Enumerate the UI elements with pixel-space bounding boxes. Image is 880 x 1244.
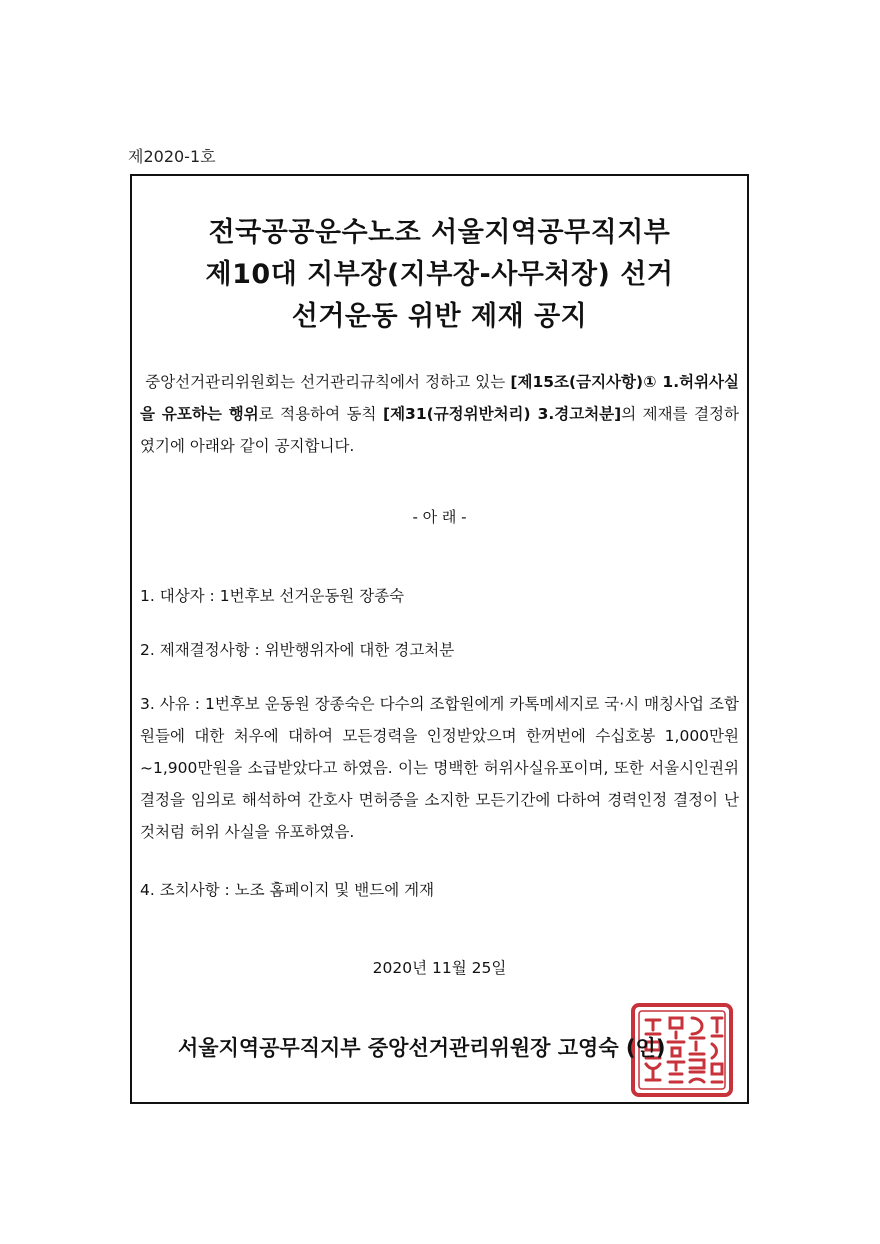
notice-date: 2020년 11월 25일 [372,959,507,977]
document-number: 제2020-1호 [128,147,216,166]
title-line-2: 제10대 지부장(지부장-사무처장) 선거 [205,259,674,290]
notice-title [132,212,747,338]
item-action: 4. 조치사항 : 노조 홈페이지 및 밴드에 게재 [140,881,435,899]
intro-part-2: 로 적용하여 동칙 [258,405,383,423]
title-line-1: 전국공공운수노조 서울지역공무직지부 [208,217,671,248]
title-line-3: 선거운동 위반 제재 공지 [291,301,588,332]
intro-paragraph [140,366,739,462]
below-label: - 아 래 - [412,508,467,526]
intro-bold-1: [제15조(금지사항)① 1.허위사실을 유포하는 행위 [140,373,739,423]
item-target: 1. 대상자 : 1번후보 선거운동원 장종숙 [140,587,405,605]
item-sanction: 2. 제재결정사항 : 위반행위자에 대한 경고처분 [140,641,455,659]
intro-part-1: 중앙선거관리위원회는 선거관리규칙에서 정하고 있는 [145,373,511,391]
intro-part-3: 의 제재를 결정하였기에 아래와 같이 공지합니다. [140,405,739,455]
intro-bold-2: [제31(규정위반처리) 3.경고처분] [382,405,622,423]
item-reason: 3. 사유 : 1번후보 운동원 장종숙은 다수의 조합원에게 카톡메세지로 국·시 매칭사업 조합원들에 대한 처우에 대하여 모든경력을 인정받았으며 한꺼번에 수십호봉 1,000만원~1,900만원을 소급받았다고 하였음. 이는 명백한 허위사실유포이며, 또한 서울시인권위 결정을 임의로 해석하여 간호사 면허증을 소지한 모든기간에 다하여 경력인정 결정이 난 것처럼 허위 사실을 유포하였음. [140,695,739,841]
notice-frame [130,174,749,1104]
signature-line: 서울지역공무직지부 중앙선거관리위원장 고영숙 (인) [178,1036,666,1060]
